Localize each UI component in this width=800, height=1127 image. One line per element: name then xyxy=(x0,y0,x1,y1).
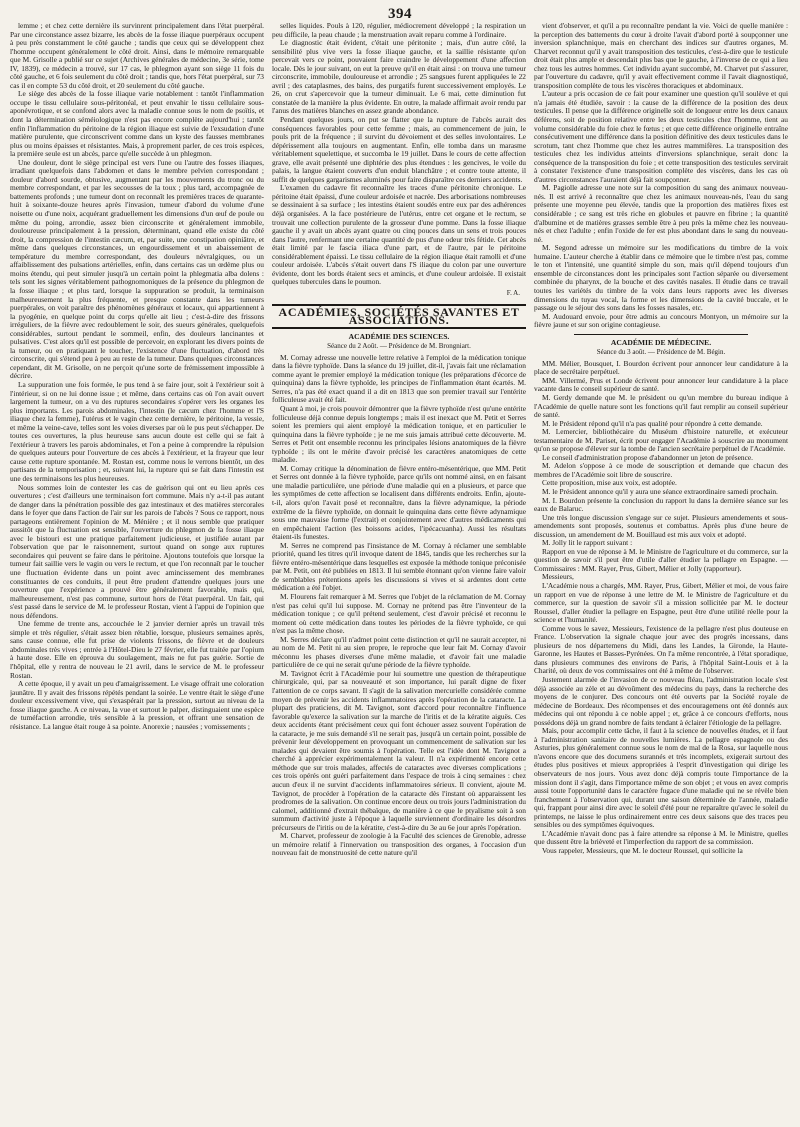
paragraph: La suppuration une fois formée, le pus tend à se faire jour, soit à l'extérieur soit à l'intérieur, si on ne lui donne issue ; et même, dans certains cas où l'on avait ouvert largement la tumeur, on a vu des ruptures secondaires s'opérer vers les organes les plus importants. Les parois abdominales, l'intestin (le cæcum chez l'homme et l'S iliaque chez la femme), l'utérus et le vagin chez cette dernière, le péritoine, la vessie, et même la veine-cave, telles sont les voies diverses par où le pus peut s'échapper. De toutes ces ouvertures, la plus heureuse sans aucun doute est celle qui se fait à l'extérieur à travers les parois abdominales, et l'on a peine à comprendre la répulsion de quelques auteurs pour l'ouverture de ces abcès à l'extérieur, et la frayeur que leur cause cette rupture spontanée. M. Rostan est, comme nous le verrons bientôt, un des partisans de la temporisation ; et, suivant lui, la rupture qui se fait dans l'intestin est une des terminaisons les plus heureuses. xyxy=(10,379,264,483)
paragraph: L'Académie nous a chargés, MM. Rayer, Prus, Gibert, Mélier et moi, de vous faire un rapport en vue de réponse à une lettre de M. le Ministre de l'agriculture et du commerce, sur la question de savoir s'il a mission sollicitée par M. le docteur Roussel, d'aller étudier la pellagre en Espagne, peut être d'une utilité réelle pour la science et l'humanité. xyxy=(534,581,788,625)
paragraph: MM. Mélier, Bousquet, I. Bourdon écrivent pour annoncer leur candidature à la place de secrétaire perpétuel. xyxy=(534,358,788,377)
paragraph: M. le Président répond qu'il n'a pas qualité pour répondre à cette demande. xyxy=(542,418,763,428)
section-divider xyxy=(574,334,748,335)
academy-of-medicine-heading: ACADÉMIE DE MÉDECINE. xyxy=(610,337,712,347)
session-line: Séance du 2 Août. — Présidence de M. Brongniart. xyxy=(327,342,471,351)
paragraph: M. Audouard envoie, pour être admis au concours Montyon, un mémoire sur la fièvre jaune et sur son origine contagieuse. xyxy=(534,311,788,330)
paragraph: MM. Villermé, Prus et Londe écrivent pour annoncer leur candidature à la place vacante dans le conseil supérieur de santé. xyxy=(534,375,788,394)
column-2 xyxy=(272,22,526,1122)
paragraph: M. Flourens fait remarquer à M. Serres que l'objet de la réclamation de M. Cornay n'est pas celui qu'il lui suppose. M. Cornay ne prétend pas être l'inventeur de la médication tonique ; ce qu'il prétend seulement, c'est d'avoir précisé et reconnu le moment où cette médication dans toutes les périodes de la fièvre typhoïde, ce qui n'est pas la même chose. xyxy=(272,592,526,636)
paragraph: selles liquides. Pouls à 120, régulier, médiocrement développé ; la respiration un peu difficile, la peau chaude ; la menstruation avait reparu comme à l'ordinaire. xyxy=(272,22,526,39)
paragraph: Cette proposition, mise aux voix, est adoptée. xyxy=(542,478,677,488)
paragraph: Messieurs, xyxy=(542,572,574,582)
paragraph: L'Académie n'avait donc pas à faire attendre sa réponse à M. le Ministre, quelles que dussent être la brièveté et l'imperfection du rapport de sa commission. xyxy=(534,828,788,847)
paragraph: Justement alarmée de l'invasion de ce nouveau fléau, l'administration locale s'est déjà associée au zèle et au dévoûment des médecins du pays, dans la recherche des moyens de le conjurer. Des concours ont été ouverts par la Société royale de médecine de Bordeaux. Des récompenses et des encouragemens ont été donnés aux médecins qui ont répondu à ce noble appel ; et, grâce à ce concours d'efforts, nous possédons déjà un grand nombre de faits tendant à éclairer l'étiologie de la pellagre. xyxy=(534,675,788,727)
paragraph: Pendant quelques jours, on put se flatter que la rupture de l'abcès aurait des conséquences favorables pour cette femme ; mais, au commencement de juin, le pouls prit de la fréquence ; il survint du dévoiement et des selles involontaires. Le dépérissement alla toujours en augmentant. Enfin, elle tomba dans un marasme véritablement squelettique, et succomba le 19 juillet. Dans le cours de cette affection grave, elle avait présenté une diphtérie des plus étendues : les gencives, le voile du palais, la langue étaient couverts d'un enduit blanchâtre ; et contre toute attente, il suffit de quelques gargarismes aluminés pour faire disparaître ces derniers accidents. xyxy=(272,115,526,184)
paragraph: Mais, pour accomplir cette tâche, il faut à la science de nouvelles études, et il faut à l'administration sanitaire de nouvelles lumières. La pellagre espagnole ou des Asturies, plus généralement connue sous le nom de mal de la Rosa, sur laquelle nous n'avons encore que des documens surannés et très incomplets, exigerait surtout des études plus positives et mieux appropriées à l'esprit d'investigation qui dirige les observateurs de nos jours. Vous avez donc déjà compris toute l'importance de la mission dont il s'agit, dans l'importance même de son objet ; et vous en avez compris aussi toute l'opportunité dans le caractère fugace d'une maladie qui ne se révèle bien franchement à l'observation qui, durant une saison déterminée de l'année, maladie qui, frappant pour ainsi dire avec le soleil d'été pour ne reparaître qu'avec le soleil du printemps, ne laisse le plus ordinairement entre ces deux saisons que des traces peu sensibles ou des symptômes équivoques. xyxy=(534,726,788,830)
paragraph: L'auteur a pris occasion de ce fait pour examiner une question qu'il soulève et qui n'a jamais été étudiée, savoir : la cause de la différence de la position des deux testicules. Il pense que la différence originelle soit de longueur entre les deux canaux déférens, soit de position relative entre les deux testicules chez l'homme, tient au volume considérable du foie chez le fœtus ; et que cette différence originelle entraîne consécutivement une différence dans la position définitive des deux testicules dans le scrotum, tant chez l'homme que chez les autres mammifères. La transposition des testicules chez les individus atteints d'inversions splanchnique, serait donc la conséquence de la transposition du foie ; et cette transposition des testicules servirait à constater l'existence d'une transposition complète des viscères, dans les cas où d'autres circonstances l'auraient déjà fait soupçonner. xyxy=(534,89,788,184)
column-3 xyxy=(534,22,788,1122)
paragraph: M. Segond adresse un mémoire sur les modifications du timbre de la voix humaine. L'auteur cherche à établir dans ce mémoire que le timbre n'est pas, comme le ton et l'intensité, une quantité simple du son, mais qu'il dépend toujours d'un ensemble de circonstances dont les principales sont l'action séparée ou diversement combinée du pharynx, de la bouche et des cavités nasales. Il étudie dans ce travail toutes les variétés du timbre de la voix dans leurs rapports avec les diverses dimensions du tuyau vocal, la forme et les dimensions de la cavité buccale, et le passage ou le séjour des sons dans les fosses nasales, etc. xyxy=(534,243,788,313)
paragraph: M. Serres ne comprend pas l'insistance de M. Cornay à réclamer une semblable priorité, quand les titres qu'il invoque datent de 1845, tandis que les recherches sur la fièvre entéro-mésentérique dans lesquelles est exposée la méthode tonique préconisée par M. Petit, ont été publiées en 1813. Il lui semble étonnant qu'on vienne faire valoir de semblables prétentions après les discussions si vives et si ardentes dont cette médication a été l'objet. xyxy=(272,540,526,593)
article-signature: F. A. xyxy=(506,288,520,297)
column-1 xyxy=(10,22,264,1122)
paragraph: Une femme de trente ans, accouchée le 2 janvier dernier après un travail très simple et très régulier, s'était assez bien rétablie, lorsque, plusieurs semaines après, sans cause connue, elle fut prise de violents frissons, de fièvre et de douleurs abdominales très vives ; entrée à l'Hôtel-Dieu le 27 février, elle fut traitée par l'opium à haute dose. Elle en éprouva du soulagement, mais ne fut pas guérie. Sortie de l'hôpital, elle y rentra de nouveau le 21 avril, dans le service de M. le professeur Rostan. xyxy=(10,619,264,680)
paragraph: Une très longue discussion s'engage sur ce sujet. Plusieurs amendements et sous-amendements sont proposés, soutenus et combattus. Après plus d'une heure de discussion, un amendement de M. Bouillaud est mis aux voix et adopté. xyxy=(534,512,788,539)
paragraph: Comme vous le savez, Messieurs, l'existence de la pellagre n'est plus douteuse en France. L'observation la signale chaque jour avec des progrès incessans, dans plusieurs de nos départemens du Midi, dans les Landes, la Gironde, la Haute-Garonne, les Hautes et Basses-Pyrénées. On l'a même rencontrée, à l'état sporadique, dans plusieurs communes des environs de Paris, à l'hôpital Saint-Louis et à la Charité, où deux de vos commissaires ont été à même de l'observer. xyxy=(534,623,788,676)
paragraph: L'examen du cadavre fit reconnaître les traces d'une péritonite chronique. Le péritoine était épaissi, d'une couleur ardoisée et nacrée. Des arborisations nombreuses se dessinaient à sa surface ; les intestins étaient soudés entre eux par des adhérences déjà organisées. A la face postérieure de l'utérus, entre cet organe et le rectum, se trouvait une collection purulente de la grosseur d'une pomme. Dans la fosse iliaque gauche il y avait un abcès ayant quatre ou cinq pouces dans un sens et trois pouces dans l'autre, renfermant une certaine quantité de pus d'une odeur très fétide. Cet abcès était limité par le fascia iliaca d'une part, et de l'autre, par le péritoine considérablement épaissi. Le tissu cellulaire de la région iliaque était ramolli et d'une couleur ardoisée. L'abcès s'était ouvert dans l'S iliaque du colon par une ouverture évidente, dont les bords étaient secs et amincis, et d'une couleur ardoisée. Il existait quelques tubercules dans le poumon. xyxy=(272,183,526,287)
paragraph: Le siège des abcès de la fosse iliaque varie notablement : tantôt l'inflammation occupe le tissu cellulaire sous-péritonéal, et peut envahir le tissu cellulaire sous-aponévrotique, et se confond alors avec la maladie connue sous le nom de psoïtis, et dont la détermination séméiologique n'est pas encore complète aujourd'hui ; tantôt enfin l'inflammation du péritoine de la région iliaque est suivie de l'exsudation d'une matière purulente, que circonscrivent comme dans un kyste des fausses membranes plus ou moins épaisses et résistantes. Mais, à proprement parler, de ces trois espèces, la première seule est un abcès, parce qu'elle succède à un phlegmon. xyxy=(10,89,264,159)
page-number: 394 xyxy=(388,6,412,22)
session-line: Séance du 3 août. — Présidence de M. Bégin. xyxy=(596,348,726,357)
paragraph: M. Serres déclare qu'il n'admet point cette distinction et qu'il ne saurait accepter, ni au nom de M. Petit ni au sien propre, le reproche que leur fait M. Cornay d'avoir méconnu les phases diverses d'une même maladie, et d'avoir fait une maladie particulière de ce qui ne serait qu'une période de la fièvre typhoïde. xyxy=(272,634,526,670)
paragraph: Quant à moi, je crois pouvoir démontrer que la fièvre typhoïde n'est qu'une entérite folliculeuse déjà connue depuis longtemps ; mais il est inexact que M. Petit et Serres soient les premiers qui aient employé la médication tonique, et en particulier le quinquina dans la fièvre typhoïde ; je ne me suis jamais attribué cette découverte. M. Serres et Petit ont ensemble reconnu les principales lésions anatomiques de la fièvre typhoïde ; ils ont le mérite d'avoir précisé les caractères anatomiques de cette maladie. xyxy=(272,403,526,465)
paragraph: M. Charvet, professeur de zoologie à la Faculté des sciences de Grenoble, adresse un mémoire relatif à l'innervation ou transposition des organes, à l'occasion d'un nouveau fait de monstruosité de cette nature qu'il xyxy=(272,831,526,858)
academy-of-sciences-heading: ACADÉMIE DES SCIENCES. xyxy=(348,331,450,341)
paragraph: M. Lemercier, bibliothécaire du Muséum d'histoire naturelle, et exécuteur testamentaire de M. Pariset, écrit pour engager l'Académie à souscrire au monument qu'on se propose d'élever sur la tombe de l'ancien secrétaire perpétuel de l'Académie. xyxy=(534,427,788,454)
section-banner: ACADÉMIES, SOCIÉTÉS SAVANTES ET ASSOCIATIONS. xyxy=(272,304,526,329)
paragraph: vient d'observer, et qu'il a pu reconnaître pendant la vie. Voici de quelle manière : la perception des battements du cœur à droite l'avait d'abord porté à soupçonner une inversion splanchnique, mais en cherchant des indices sur d'autres organes, M. Charvet reconnut qu'il y avait transposition des testicules, c'est-à-dire que le testicule droit était plus ample et descendait plus bas que le gauche, à l'inverse de ce qui a lieu chez tous les autres hommes. Cet individu ayant succombé, M. Charvet put s'assurer, par l'ouverture du cadavre, qu'il y avait effectivement comme il l'avait diagnostiqué, transposition complète de tous les viscères thoraciques et abdominaux. xyxy=(534,22,788,90)
paragraph: Le conseil d'administration propose d'abandonner un jeton de présence. xyxy=(542,452,753,462)
paragraph: Vous rappeler, Messieurs, que M. le docteur Roussel, qui sollicite la xyxy=(542,845,743,855)
paragraph: A cette époque, il y avait un peu d'amaigrissement. Le visage offrait une coloration jaunâtre. Il y avait des frissons répétés pendant la soirée. Le ventre était le siège d'une douleur excessivement vive, qui s'exaspérait par la pression, surtout au niveau de la fosse iliaque gauche. A ce niveau, la vue et surtout le palper, distinguaient une espèce de tuméfaction arrondie, très sensible à la pression, et offrant une sensation de résistance. La langue était rouge à sa pointe. Anorexie ; nausées ; vomissements ; xyxy=(10,679,264,731)
paragraph: lemme ; et chez cette dernière ils survinrent principalement dans l'état puerpéral. Par une circonstance assez bizarre, les abcès de la fosse iliaque puerpéraux occupent à peu près constamment le côté gauche ; tandis que ceux qui se développent chez l'homme occupent généralement le côté droit. Ainsi, dans le mémoire remarquable que M. Grisolle a publié sur ce sujet (Archives générales de médecine, 3e série, tome IV, 1839), ce médecin a trouvé, sur 17 cas, le phlegmon ayant son siège 11 fois du côté gauche, et 6 fois seulement du côté droit ; tandis que, hors l'état puerpéral, sur 73 cas il en compte 53 du côté droit, et 20 seulement du côté gauche. xyxy=(10,22,264,90)
paragraph: M. I. Bourdon présente la conclusion du rapport lu dans la dernière séance sur les eaux de Balaruc. xyxy=(534,495,788,514)
paragraph: Le diagnostic était évident, c'était une péritonite ; mais, d'un autre côté, la sensibilité plus vive vers la fosse iliaque gauche, et la saillie résistante qu'on percevait vers ce point, pouvaient faire craindre le développement d'une affection locale. Dès le jour suivant, on eut la preuve qu'il en était ainsi : on trouva une tumeur circonscrite, immobile, douloureuse et arrondie ; 25 sangsues furent appliquées le 22 avril ; des cataplasmes, des bains, des purgatifs furent successivement employés. Le 26, on crut s'apercevoir que la tumeur diminuait. Le 6 mai, cette diminution fut constatée de la manière la plus évidente. En outre, la malade affirmait avoir rendu par l'anus des matières blanches en assez grande abondance. xyxy=(272,38,526,116)
paragraph: M. Cornay critique la dénomination de fièvre entéro-mésentérique, que MM. Petit et Serres ont donnée à la fièvre typhoïde, parce qu'ils ont nommé ainsi, en en faisant une maladie particulière, une période d'une maladie qui en a plusieurs, et parce que les symptômes de cette affection se localisent dans différents endroits. Enfin, ajoute-t-il, alors qu'on l'avait posé et reconnaître, dans la fièvre adynamique, la période extrême de la fièvre typhoïde, on donnait le quinquina dans cette fièvre adynamique sous une mauvaise forme (l'extrait) et conjointement avec d'autres médicaments qui en empêchaient l'action (les boissons acides, l'ipécacuanha). Aussi les résultats étaient-ils funestes. xyxy=(272,463,526,542)
paragraph: M. Jolly lit le rapport suivant : xyxy=(542,538,633,548)
paragraph: Nous sommes loin de contester les cas de guérison qui ont eu lieu après ces ouvertures ; c'est d'ailleurs une terminaison fort commune. Mais n'y a-t-il pas autant de danger dans la pénétration possible des gaz intestinaux et des matières stercorales dans le foyer que dans l'action de l'air sur les parois de l'abcès ? Sous ce rapport, nous partageons entièrement l'opinion de M. Ménière ; et il nous semble que pratiquer aussitôt que la fluctuation est sensible, l'ouverture du phlegmon de la fosse iliaque avec le bistouri est une pratique parfaitement judicieuse, et justifiée autant par l'observation que par le raisonnement, surtout quand on songe aux ruptures secondaires qui peuvent se faire dans le péritoine. Ajoutons toutefois que lorsque la tumeur fait saillie vers le vagin ou vers le rectum, et que l'on reconnaît par le toucher une fluctuation évidente dans un point avec amincissement des membranes constituantes de ces conduits, il peut être prudent d'attendre quelques jours une ouverture que l'expérience a prouvé être généralement favorable, mais qui, malheureusement, n'est pas commune, surtout hors de l'état puerpéral. Un fait, qui s'est passé dans le service de M. le professeur Rostan, vient à l'appui de l'opinion que nous défendons. xyxy=(10,482,264,620)
paragraph: Une douleur, dont le siège principal est vers l'une ou l'autre des fosses iliaques, irradiant quelquefois dans l'abdomen et dans le membre pelvien correspondant ; douleur d'abord sourde, obtusive, augmentant par les mouvements du tronc ou du membre correspondant, et par les secousses de la toux ; plus tard, accompagnée de battements profonds ; une tumeur dont on reconnaît les premières traces de quarante-huit à soixante-douze heures après l'invasion, tumeur d'abord du volume d'une noisette ou d'une noix, acquérant graduellement les dimensions d'un œuf de poule ou même du poing, arrondie, assez bien circonscrite et généralement immobile, douloureuse principalement à la pression, déterminant, quand elle existe du côté droit, la compression de l'intestin cæcum, et, par suite, une constipation opiniâtre, et même dans quelques circonstances, un engourdissement et un abaissement de température du membre correspondant, des douleurs névralgiques, ou un affaiblissement des pulsations artérielles, enfin, dans certains cas un œdème plus ou moins étendu, qui peut simuler jusqu'à un certain point la phlegmatia alba dolens : tels sont les signes véritablement pathognomoniques de la présence du phlegmon de la fosse iliaque ; et plus tard, lorsque la suppuration se produit, la terminaison malheureusement la plus fréquente, et presque constante dans les tumeurs puerpérales, on voit paraître des phénomènes généraux et locaux, qui appartiennent à la pyogénie, en quelque point du corps qu'elle ait lieu ; c'est-à-dire des frissons irréguliers, de la fièvre avec redoublement le soir, des sueurs générales, quelquefois considérables, surtout pendant le sommeil, enfin, des douleurs lancinantes et pulsatives. C'est alors qu'il est possible de percevoir, en explorant les divers points de la tumeur, ou en pratiquant le toucher, l'existence d'une fluctuation, d'abord très circonscrite, qui s'étend peu à peu au reste de la tumeur. Dans quelques circonstances cependant, dit M. Grisolle, on ne perçoit qu'une sorte de frémissement impossible à décrire. xyxy=(10,157,264,381)
paragraph: M. Gerdy demande que M. le président ou qu'un membre du bureau indique à l'Académie de quelle nature sont les fonctions qu'il faut remplir au conseil supérieur de santé. xyxy=(534,392,788,420)
paragraph: M. Adelon s'oppose à ce mode de souscription et demande que chacun des membres de l'Académie soit libre de souscrire. xyxy=(534,461,788,479)
paragraph: M. le Président annonce qu'il y aura une séance extraordinaire samedi prochain. xyxy=(542,486,778,496)
text-columns xyxy=(10,22,790,1122)
paragraph: M. Cornay adresse une nouvelle lettre relative à l'emploi de la médication tonique dans la fièvre typhoïde. Dans la séance du 19 juillet, dit-il, j'avais fait une réclamation comme ayant le premier employé la médication tonique (les préparations d'écorce de quinquina) dans la fièvre typhoïde, les principes de l'inflammation étant écartés. M. Serres, n'a pas été exact quand il a dit en 1813 que son premier travail sur l'entérite folliculeuse avait été fait. xyxy=(272,352,526,405)
paragraph: M. Pagiolle adresse une note sur la composition du sang des animaux nouveau-nés. Il est arrivé à reconnaître que chez les animaux nouveau-nés, l'eau du sang présente une moyenne peu élevée, tandis que la proportion des matières fixes est considérable ; ce sang est très riche en globules et pauvre en fibrine ; la quantité d'albumine et de matières grasses semble être à peu près la même chez les nouveau-nés et chez l'adulte ; enfin l'oxide de fer est plus abondant dans le sang du nouveau-né. xyxy=(534,183,788,244)
paragraph: M. Tavignot écrit à l'Académie pour lui soumettre une question de thérapeutique chirurgicale, qui, par sa nouveauté et son importance, lui paraît digne de fixer l'attention de ce corps savant. Il s'agit de la salivation mercurielle considérée comme moyen de prévenir les accidents inflammatoires après l'opération de la cataracte. La plupart des praticiens, dit M. Tavignot, sont d'accord pour reconnaître l'influence favorable qu'exerce la salivation sur la marche de l'iritis et de la kératite aiguës. Ces deux accidents étant précisément ceux qui font échouer assez souvent l'opération de la cataracte, je me suis demandé s'il ne serait pas, jusqu'à un certain point, possible de prévenir leur développement en provoquant un commencement de salivation sur les malades qui devaient être soumis à l'opération. Telle est l'idée dont M. Tavignot a cherché à apprécier expérimentalement la valeur. Il n'a expérimenté encore cette méthode que sur trois malades, affectés de cataractes avec diverses complications ; ces trois opérés ont guéri parfaitement dans l'espace de trois à cinq semaines : chez aucun d'eux il ne survint d'accidents inflammatoires sérieux. Il convient, ajoute M. Tavignot, de procéder à l'opération de la cataracte dès l'instant où apparaissent les prodromes de la salivation. On continue encore deux ou trois jours l'administration du calomel, additionné d'extrait thébaïque, de manière à ce que le ptyalisme soit à son summum d'activité juste à l'époque à laquelle surviennent d'ordinaire les désordres précurseurs de l'iritis ou de la kératite, c'est-à-dire du 3e au 6e jour après l'opération. xyxy=(272,668,526,832)
paragraph: Rapport en vue de réponse à M. le Ministre de l'agriculture et du commerce, sur la question de savoir s'il peut être d'utile d'aller étudier la pellagre en Espagne. — Commissaires : MM. Rayer, Prus, Gibert, Mélier et Jolly (rapporteur). xyxy=(534,546,788,573)
